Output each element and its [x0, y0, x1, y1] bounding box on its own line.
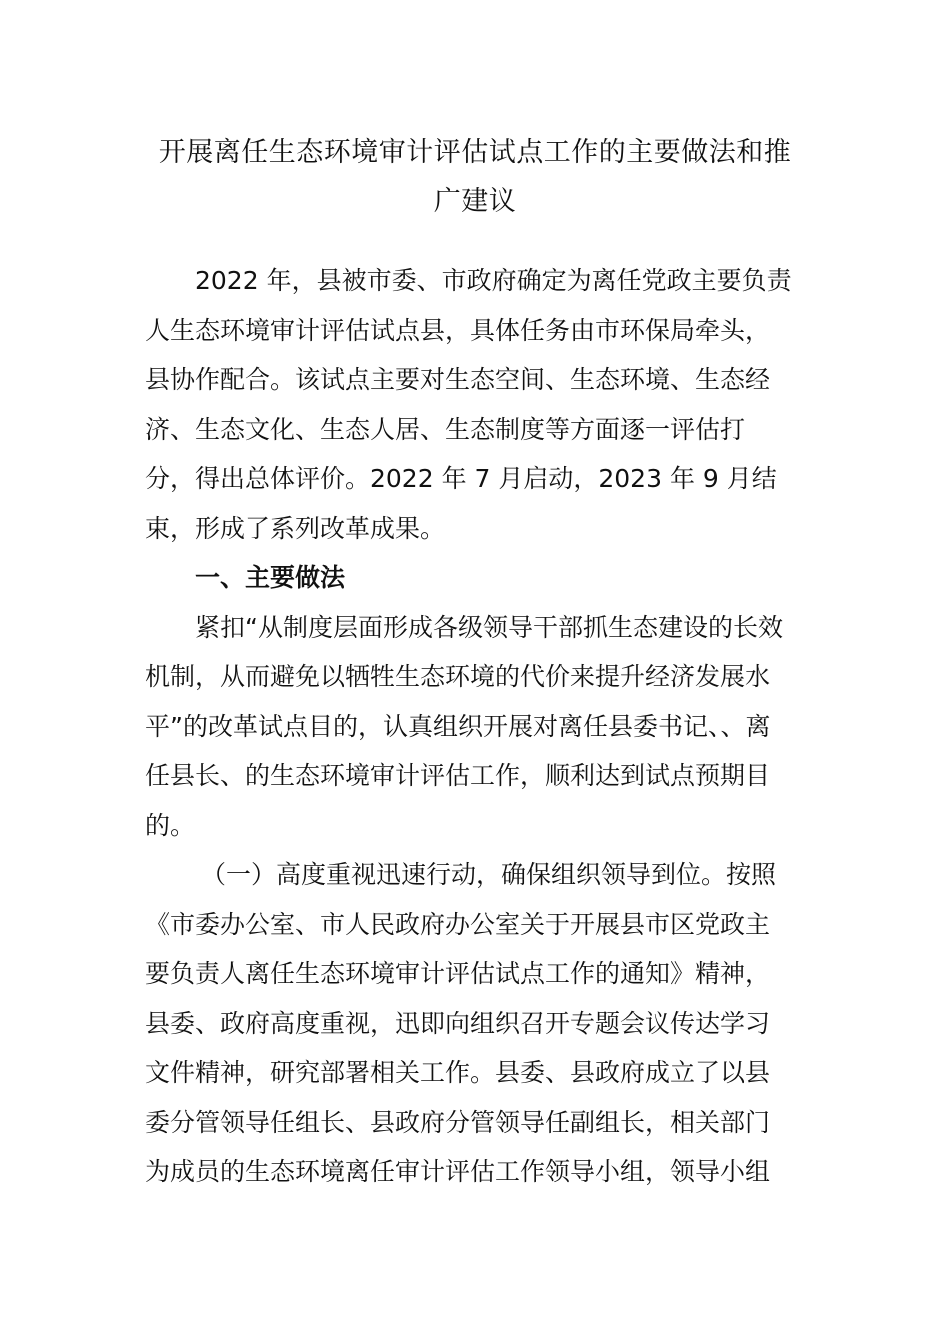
paragraph-3-line-7: 为成员的生态环境离任审计评估工作领导小组，领导小组 — [145, 1157, 771, 1186]
paragraph-2-line-1: 紧扣“从制度层面形成各级领导干部抓生态建设的长效 — [195, 612, 783, 642]
section-heading-1: 一、主要做法 — [195, 563, 346, 592]
paragraph-3-line-5: 文件精神，研究部署相关工作。县委、县政府成立了以县 — [145, 1058, 771, 1087]
paragraph-3-line-3: 要负责人离任生态环境审计评估试点工作的通知》精神， — [145, 959, 771, 988]
paragraph-1-line-2: 人生态环境审计评估试点县，具体任务由市环保局牵头， — [145, 315, 771, 345]
paragraph-1-line-3: 县协作配合。该试点主要对生态空间、生态环境、生态经 — [145, 365, 771, 394]
paragraph-2-line-4: 任县长、的生态环境审计评估工作，顺利达到试点预期目 — [145, 761, 771, 790]
paragraph-1-line-6: 束，形成了系列改革成果。 — [145, 513, 446, 543]
document-title — [120, 128, 830, 226]
title-line-2: 广建议 — [433, 186, 517, 217]
paragraph-2-line-5: 的。 — [145, 810, 196, 840]
paragraph-1-line-4: 济、生态文化、生态人居、生态制度等方面逐一评估打 — [145, 414, 746, 444]
paragraph-1-line-5: 分，得出总体评价。2022 年 7 月启动，2023 年 9 月结 — [145, 464, 777, 493]
paragraph-1-line-1: 2022 年，县被市委、市政府确定为离任党政主要负责 — [195, 266, 792, 295]
document-body — [145, 256, 825, 1197]
paragraph-2-line-3: 平”的改革试点目的，认真组织开展对离任县委书记、、离 — [145, 711, 771, 741]
paragraph-2-line-2: 机制，从而避免以牺牲生态环境的代价来提升经济发展水 — [145, 662, 771, 691]
paragraph-3-line-4: 县委、政府高度重视，迅即向组织召开专题会议传达学习 — [145, 1008, 771, 1038]
title-line-1: 开展离任生态环境审计评估试点工作的主要做法和推 — [158, 137, 792, 168]
paragraph-3-line-1: （一）高度重视迅速行动，确保组织领导到位。按照 — [201, 860, 777, 889]
paragraph-3-line-6: 委分管领导任组长、县政府分管领导任副组长，相关部门 — [145, 1107, 771, 1137]
paragraph-3-line-2: 《市委办公室、市人民政府办公室关于开展县市区党政主 — [145, 909, 771, 939]
